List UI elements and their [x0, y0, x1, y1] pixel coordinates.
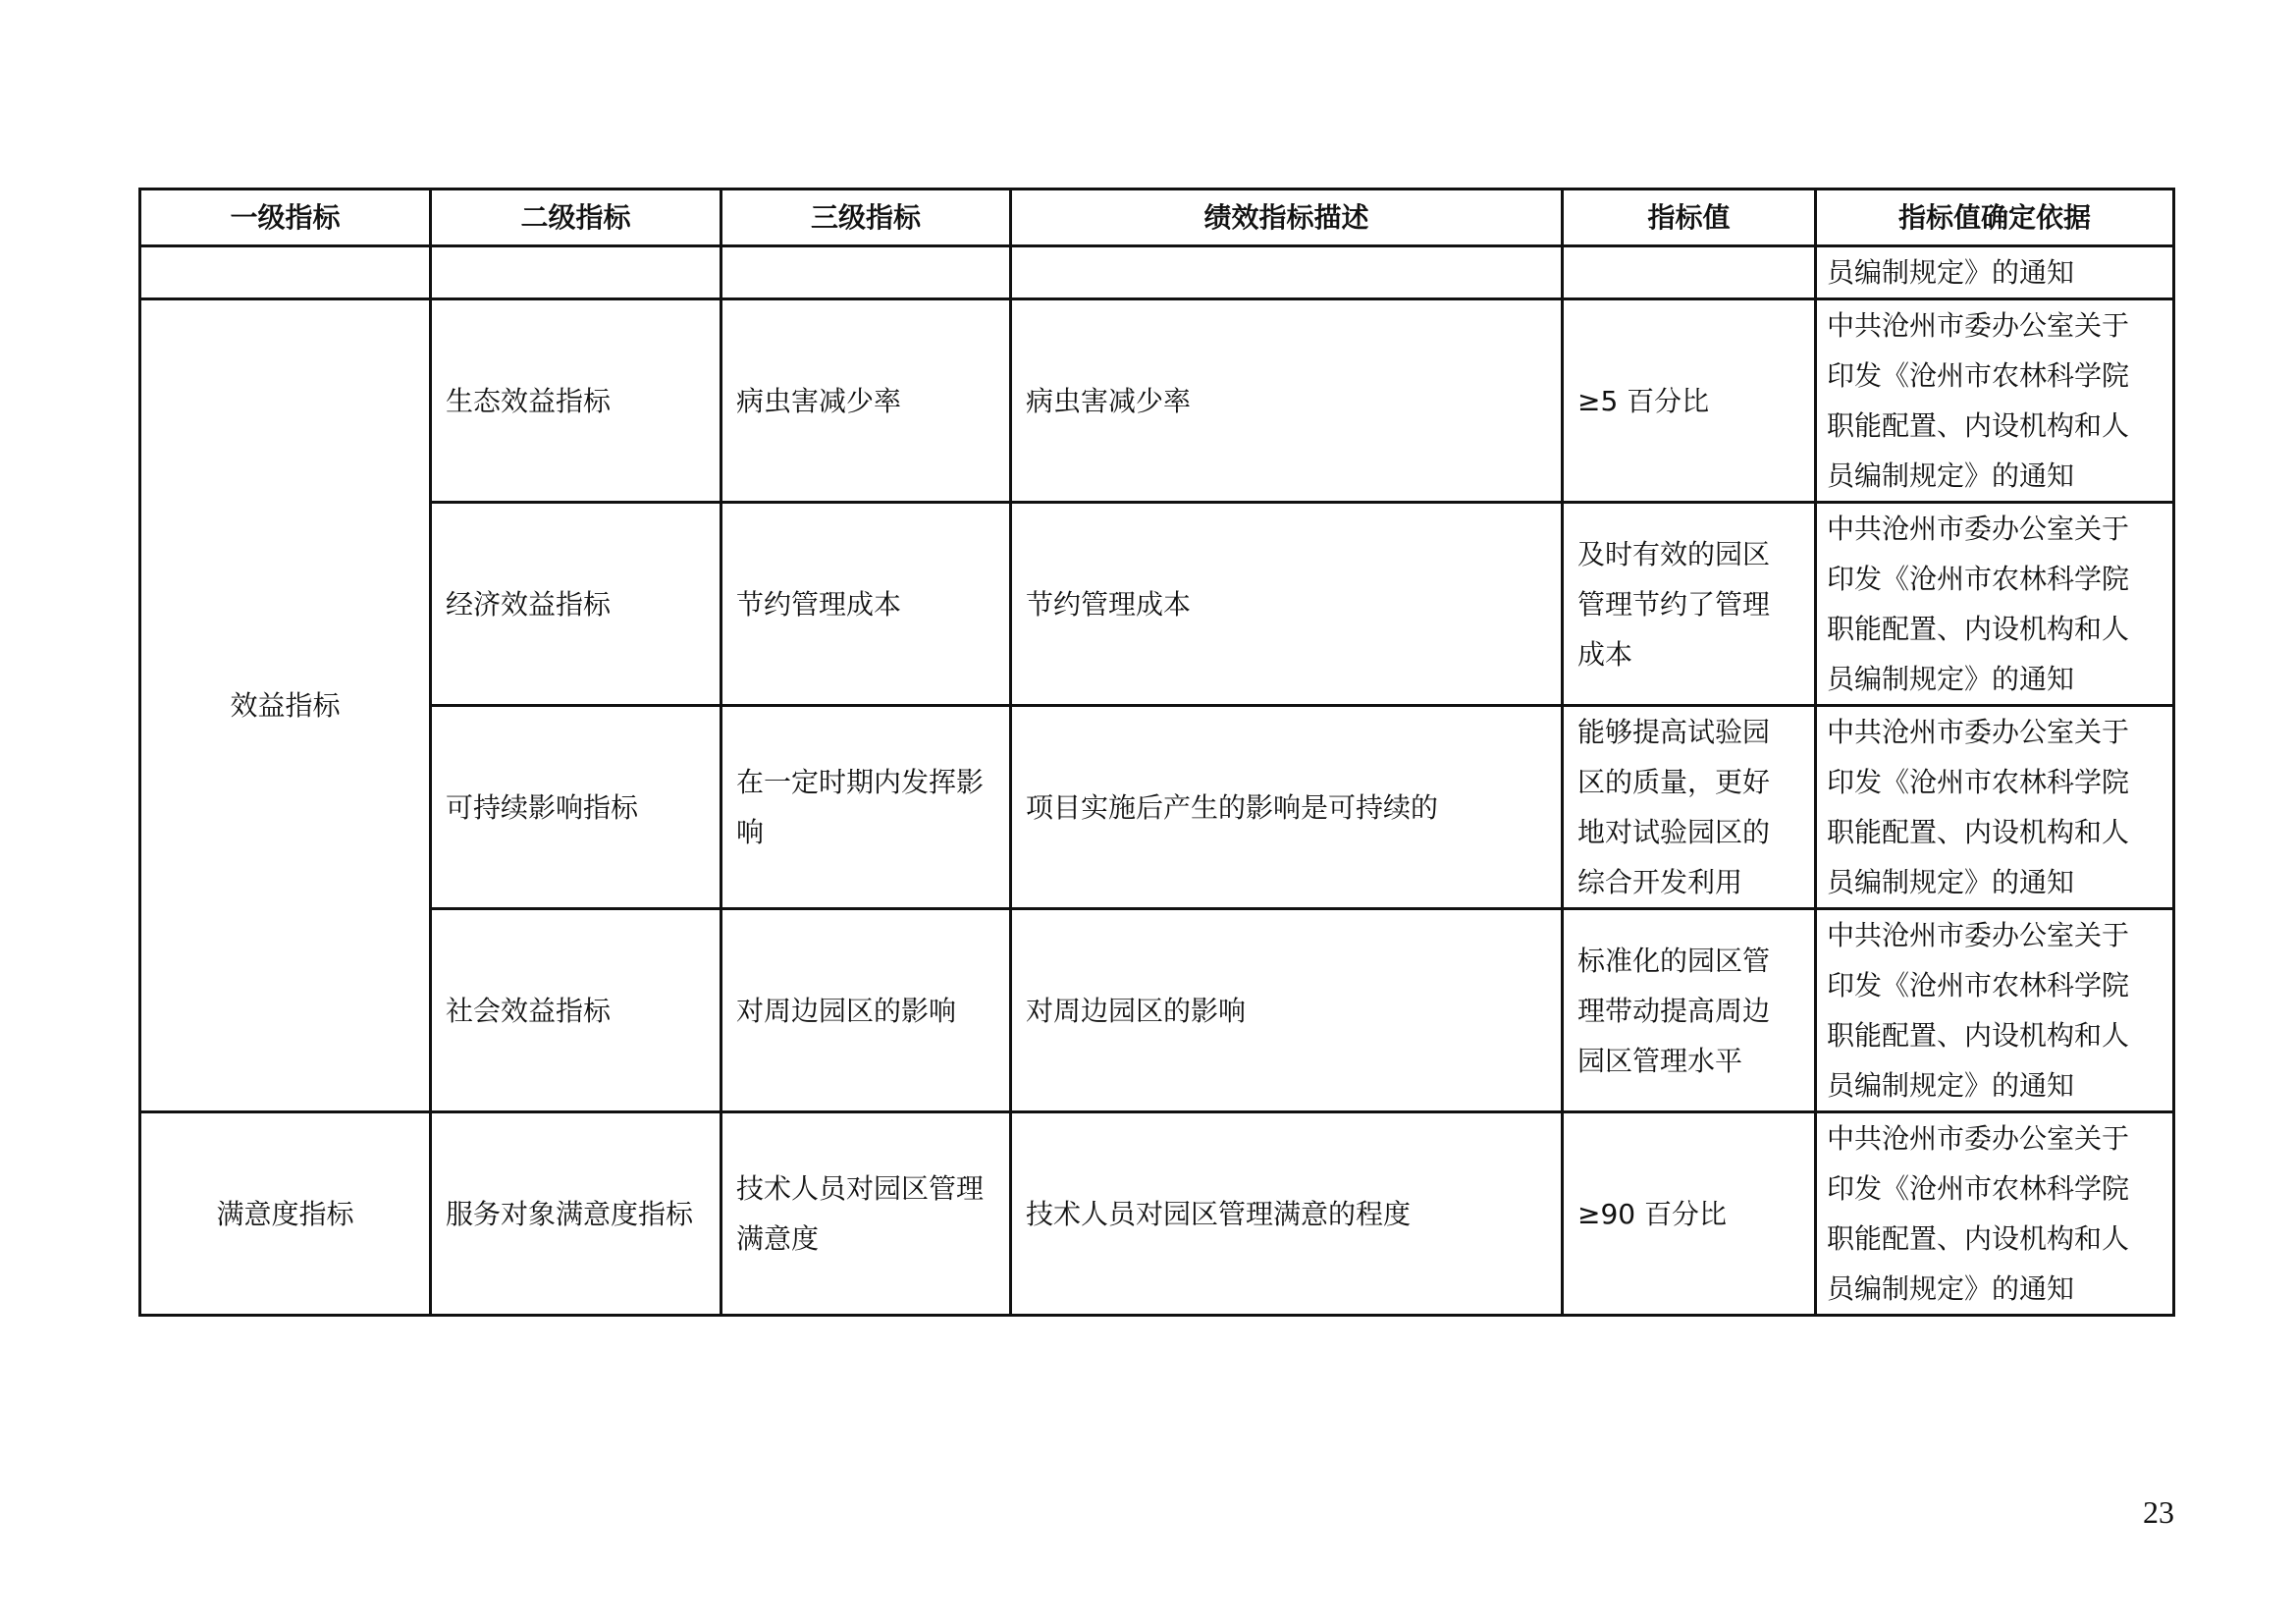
header-level3: 三级指标: [721, 189, 1011, 246]
header-value: 指标值: [1563, 189, 1816, 246]
cell-level3: 对周边园区的影响: [721, 909, 1011, 1112]
header-level1: 一级指标: [140, 189, 431, 246]
cell-value: ≥5 百分比: [1563, 299, 1816, 503]
cell-basis: 中共沧州市委办公室关于 印发《沧州市农林科学院 职能配置、内设机构和人 员编制规定》的通知: [1816, 909, 2174, 1112]
cell-level1: 效益指标: [140, 299, 431, 1112]
cell-description: 对周边园区的影响: [1011, 909, 1563, 1112]
cell-level3: 在一定时期内发挥影 响: [721, 706, 1011, 909]
cell-basis: 员编制规定》的通知: [1816, 246, 2174, 299]
cell-empty: [140, 246, 431, 299]
cell-basis: 中共沧州市委办公室关于 印发《沧州市农林科学院 职能配置、内设机构和人 员编制规定》的通知: [1816, 503, 2174, 706]
table-row: [140, 299, 2174, 503]
performance-metrics-table: [138, 188, 2175, 1317]
table-row: [140, 909, 2174, 1112]
cell-basis: 中共沧州市委办公室关于 印发《沧州市农林科学院 职能配置、内设机构和人 员编制规定》的通知: [1816, 1112, 2174, 1316]
header-level2: 二级指标: [431, 189, 721, 246]
header-description: 绩效指标描述: [1011, 189, 1563, 246]
cell-level2: 可持续影响指标: [431, 706, 721, 909]
cell-level2: 经济效益指标: [431, 503, 721, 706]
cell-empty: [1563, 246, 1816, 299]
cell-description: 节约管理成本: [1011, 503, 1563, 706]
cell-empty: [721, 246, 1011, 299]
cell-description: 技术人员对园区管理满意的程度: [1011, 1112, 1563, 1316]
table-continuation-row: [140, 246, 2174, 299]
document-page: [138, 188, 2172, 1317]
cell-description: 项目实施后产生的影响是可持续的: [1011, 706, 1563, 909]
cell-level3: 病虫害减少率: [721, 299, 1011, 503]
table-row: [140, 503, 2174, 706]
cell-level1: 满意度指标: [140, 1112, 431, 1316]
cell-level2: 生态效益指标: [431, 299, 721, 503]
cell-basis: 中共沧州市委办公室关于 印发《沧州市农林科学院 职能配置、内设机构和人 员编制规定》的通知: [1816, 706, 2174, 909]
cell-basis: 中共沧州市委办公室关于 印发《沧州市农林科学院 职能配置、内设机构和人 员编制规定》的通知: [1816, 299, 2174, 503]
table-header-row: [140, 189, 2174, 246]
cell-level3: 技术人员对园区管理 满意度: [721, 1112, 1011, 1316]
cell-level2: 服务对象满意度指标: [431, 1112, 721, 1316]
header-basis: 指标值确定依据: [1816, 189, 2174, 246]
cell-value: 标准化的园区管 理带动提高周边 园区管理水平: [1563, 909, 1816, 1112]
table-row: [140, 1112, 2174, 1316]
cell-level3: 节约管理成本: [721, 503, 1011, 706]
cell-empty: [431, 246, 721, 299]
cell-description: 病虫害减少率: [1011, 299, 1563, 503]
cell-value: ≥90 百分比: [1563, 1112, 1816, 1316]
cell-empty: [1011, 246, 1563, 299]
cell-level2: 社会效益指标: [431, 909, 721, 1112]
cell-value: 能够提高试验园 区的质量，更好 地对试验园区的 综合开发利用: [1563, 706, 1816, 909]
cell-value: 及时有效的园区 管理节约了管理 成本: [1563, 503, 1816, 706]
page-number: 23: [2143, 1494, 2174, 1530]
table-row: [140, 706, 2174, 909]
